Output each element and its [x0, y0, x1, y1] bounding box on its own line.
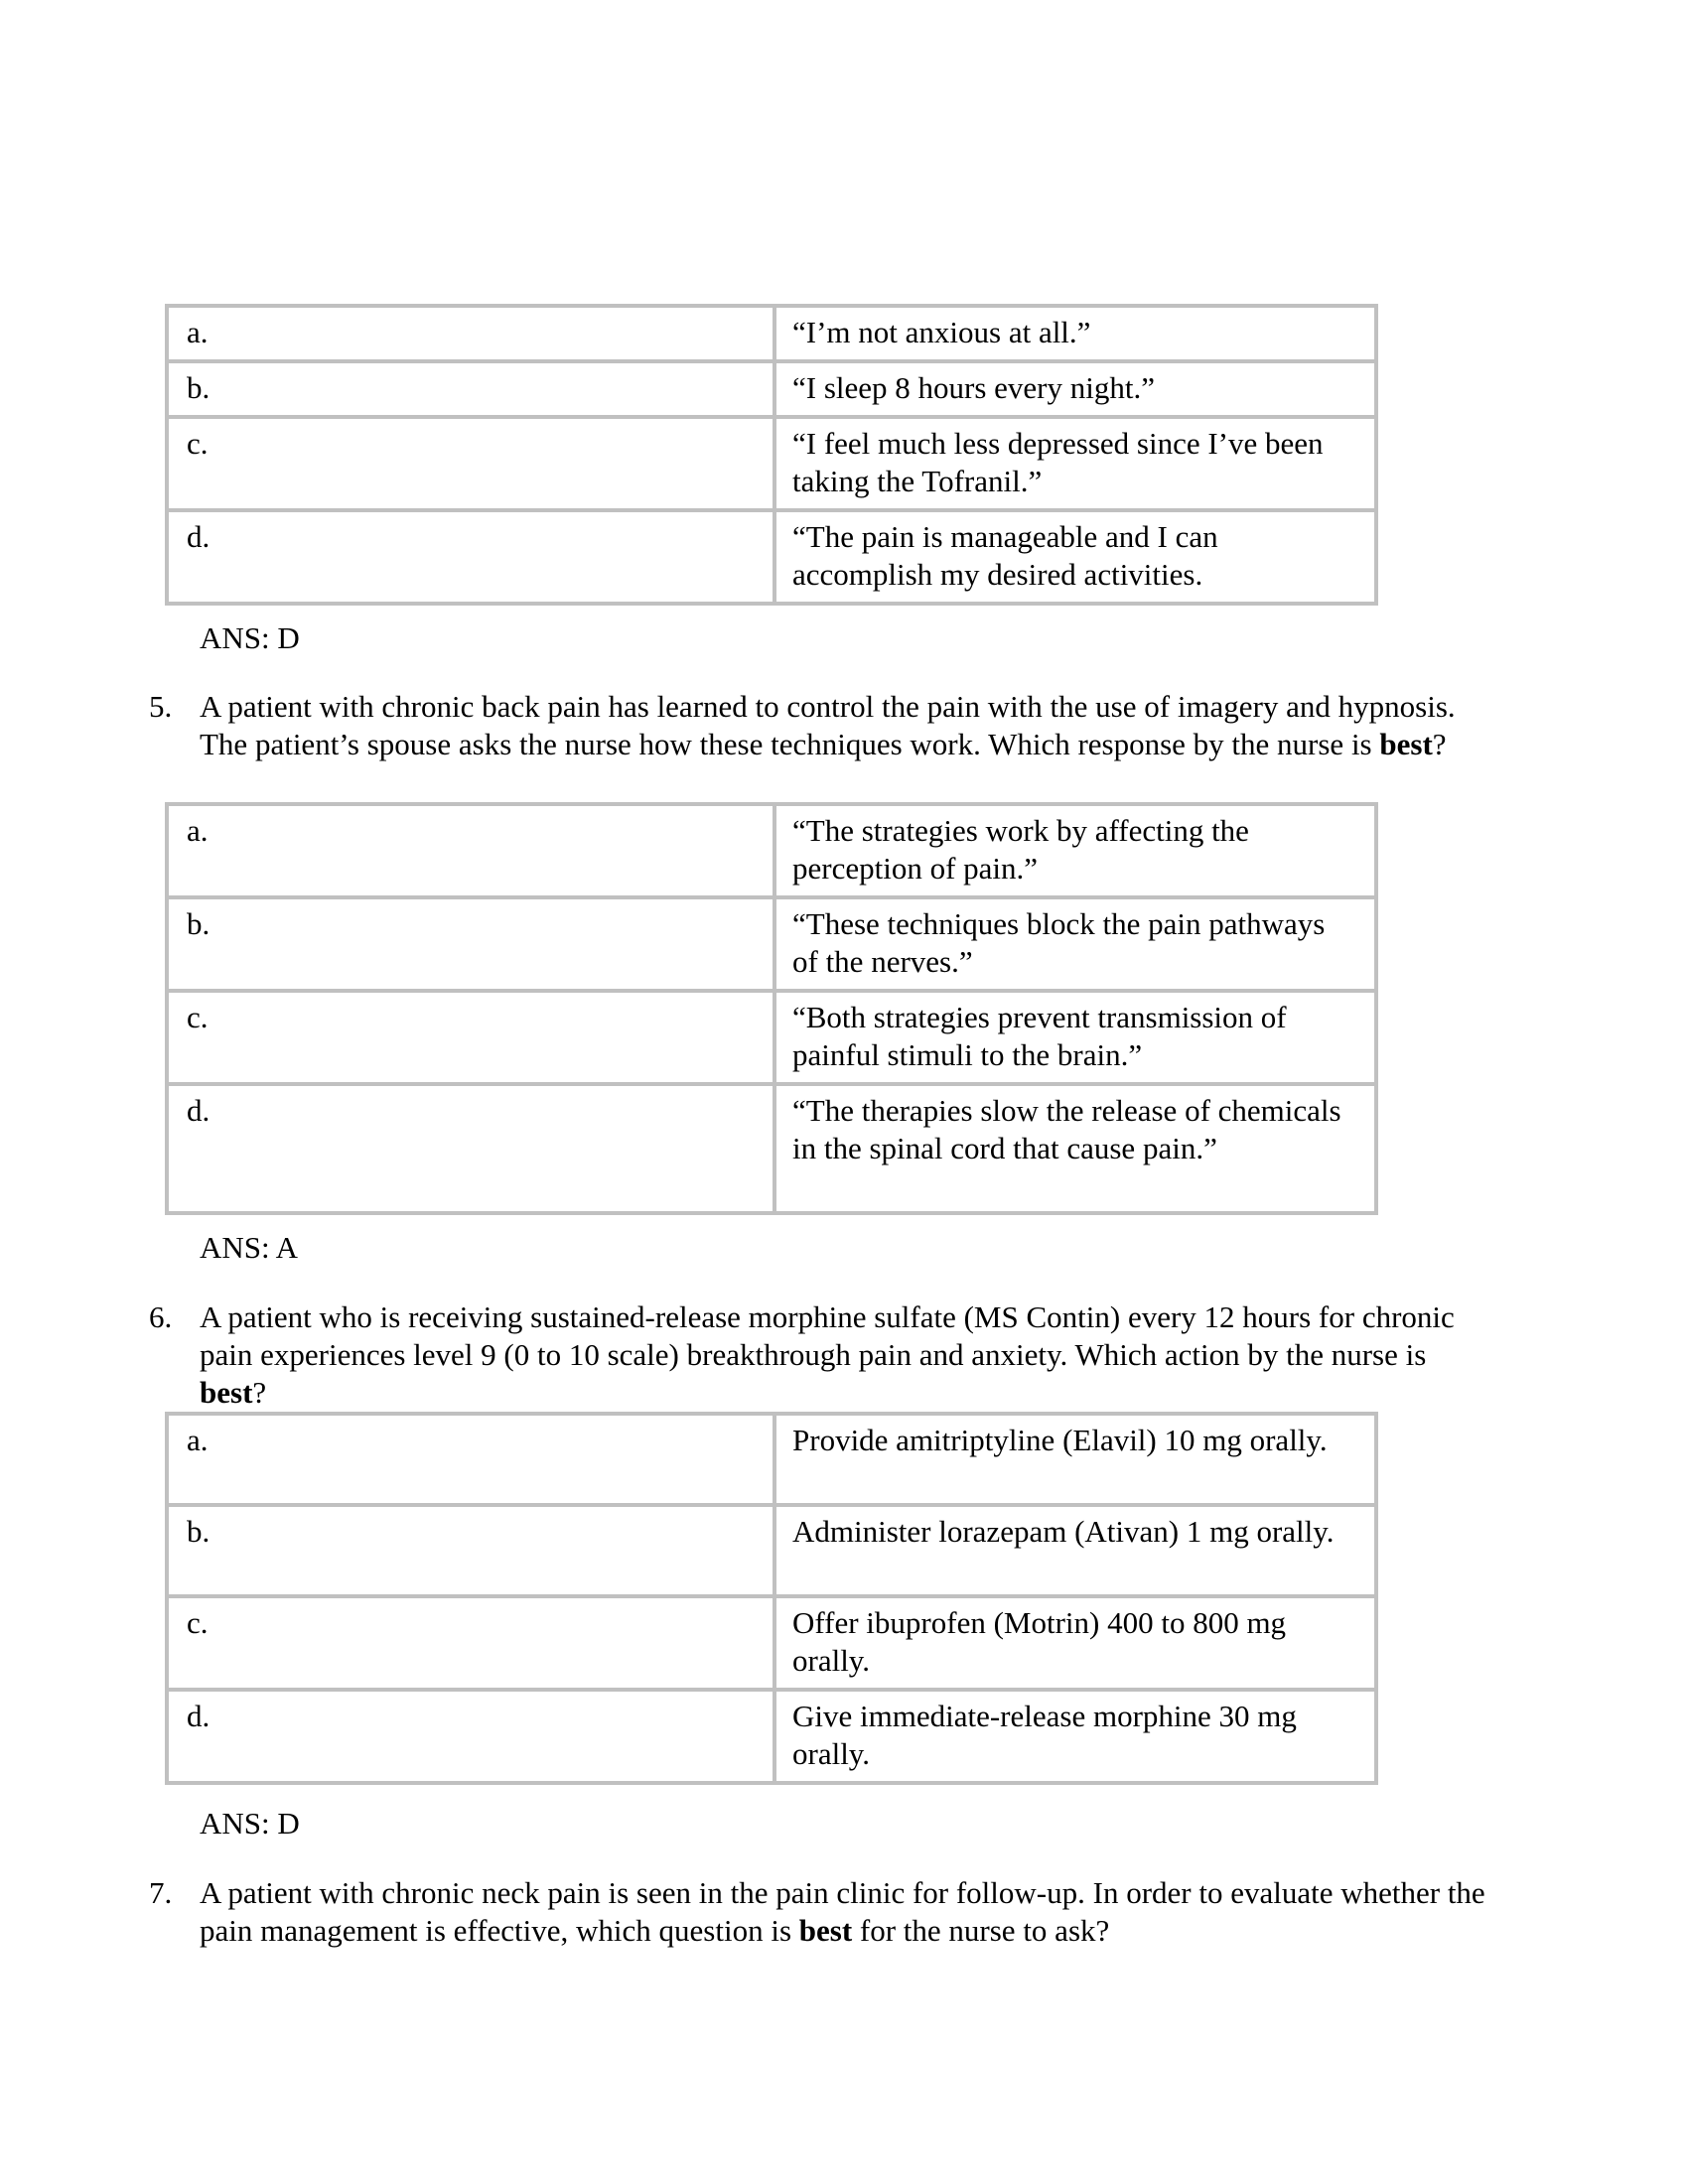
q5-answer: ANS: A — [200, 1230, 299, 1265]
question-number: 7. — [149, 1875, 173, 1910]
choice-letter: d. — [167, 1690, 774, 1783]
choice-text: “These techniques block the pain pathways of the nerves.” — [774, 897, 1376, 991]
choice-row — [167, 417, 1376, 510]
question-stem — [200, 1874, 1489, 1950]
choice-letter: c. — [167, 417, 774, 510]
choice-text: Offer ibuprofen (Motrin) 400 to 800 mg orally. — [774, 1596, 1376, 1690]
q5-choices-table — [165, 802, 1378, 1215]
choice-row — [167, 1084, 1376, 1213]
choice-text: “The pain is manageable and I can accomplish my desired activities. — [774, 510, 1376, 604]
q6-answer: ANS: D — [200, 1806, 300, 1841]
question-number: 6. — [149, 1299, 173, 1334]
choice-letter: b. — [167, 1505, 774, 1596]
question-stem — [200, 1298, 1489, 1412]
choice-row — [167, 1690, 1376, 1783]
choice-text: Give immediate-release morphine 30 mg orally. — [774, 1690, 1376, 1783]
choice-text: “I’m not anxious at all.” — [774, 306, 1376, 361]
choice-letter: d. — [167, 510, 774, 604]
choice-letter: c. — [167, 1596, 774, 1690]
question-number: 5. — [149, 689, 173, 724]
stem-text-end: for the nurse to ask? — [852, 1913, 1110, 1948]
q6-question — [149, 1298, 1489, 1412]
choice-text: “The therapies slow the release of chemicals in the spinal cord that cause pain.” — [774, 1084, 1376, 1213]
choice-row — [167, 804, 1376, 897]
stem-emphasis: best — [1379, 727, 1433, 761]
choice-row — [167, 361, 1376, 417]
choice-letter: a. — [167, 1414, 774, 1505]
q7-question — [149, 1874, 1489, 1950]
stem-emphasis: best — [798, 1913, 853, 1948]
choice-letter: a. — [167, 804, 774, 897]
stem-text: A patient who is receiving sustained-release morphine sulfate (MS Contin) every 12 hours for chronic pain experiences level 9 (0 to 10 scale) breakthrough pain and anxiety. Which action by the nurse is — [200, 1299, 1455, 1372]
choice-text: “I feel much less depressed since I’ve been taking the Tofranil.” — [774, 417, 1376, 510]
choice-letter: b. — [167, 361, 774, 417]
choice-row — [167, 991, 1376, 1084]
choice-text: “Both strategies prevent transmission of painful stimuli to the brain.” — [774, 991, 1376, 1084]
choice-letter: b. — [167, 897, 774, 991]
choice-row — [167, 1596, 1376, 1690]
q6-choices-table — [165, 1412, 1378, 1785]
question-stem — [200, 688, 1489, 763]
choice-letter: d. — [167, 1084, 774, 1213]
q4-answer: ANS: D — [200, 620, 300, 655]
stem-text-end: ? — [252, 1375, 267, 1410]
choice-row — [167, 510, 1376, 604]
choice-letter: c. — [167, 991, 774, 1084]
choice-row — [167, 1505, 1376, 1596]
choice-row — [167, 897, 1376, 991]
stem-text-end: ? — [1432, 727, 1447, 761]
choice-row — [167, 306, 1376, 361]
stem-emphasis: best — [200, 1375, 253, 1410]
choice-text: Administer lorazepam (Ativan) 1 mg orally. — [774, 1505, 1376, 1596]
choice-text: “I sleep 8 hours every night.” — [774, 361, 1376, 417]
q4-choices-table — [165, 304, 1378, 606]
stem-text: A patient with chronic neck pain is seen in the pain clinic for follow-up. In order to evaluate whether the pain management is effective, which question is — [200, 1875, 1485, 1948]
choice-row — [167, 1414, 1376, 1505]
stem-text: A patient with chronic back pain has learned to control the pain with the use of imagery and hypnosis. The patient’s spouse asks the nurse how these techniques work. Which response by the nurse is — [200, 689, 1456, 761]
q5-question — [149, 688, 1489, 763]
choice-text: Provide amitriptyline (Elavil) 10 mg orally. — [774, 1414, 1376, 1505]
choice-text: “The strategies work by affecting the perception of pain.” — [774, 804, 1376, 897]
choice-letter: a. — [167, 306, 774, 361]
